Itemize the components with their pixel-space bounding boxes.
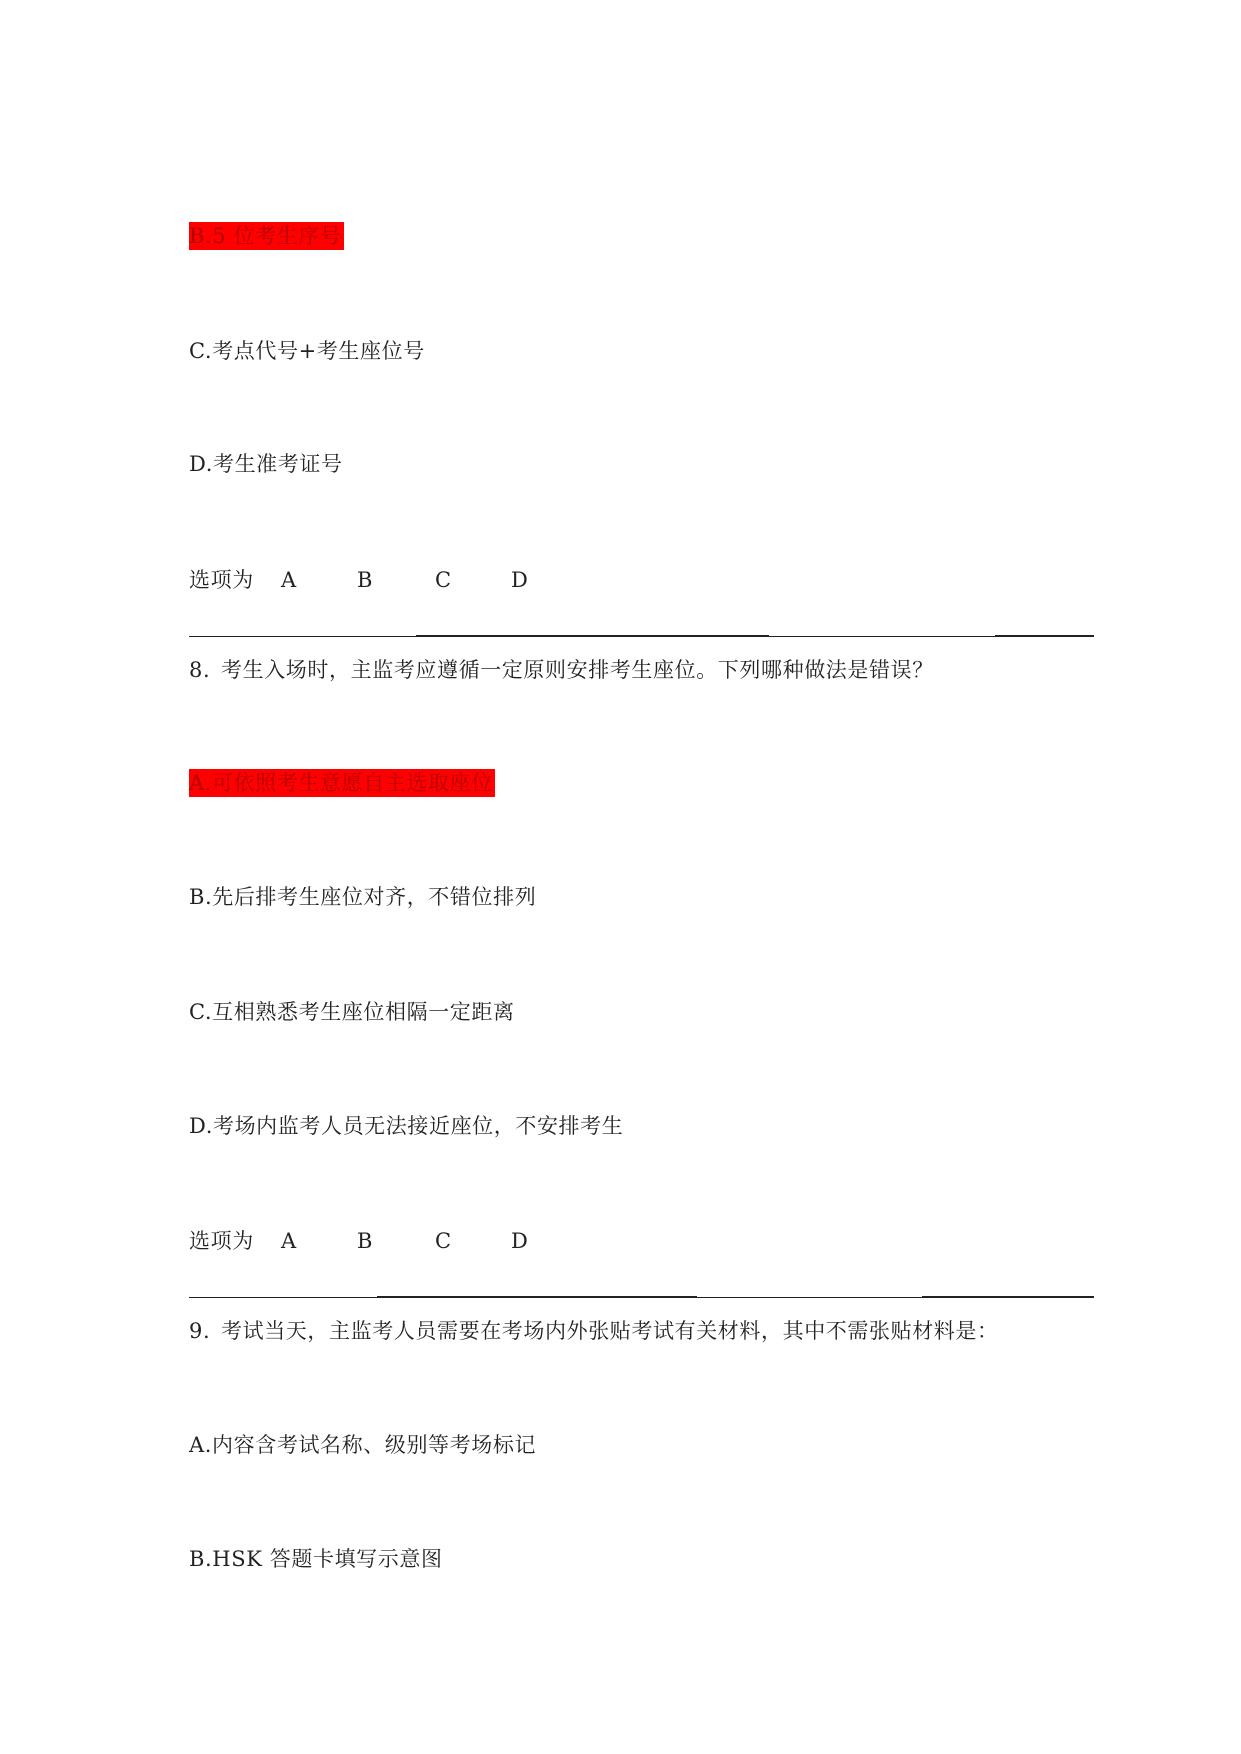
separator-rule <box>697 1297 922 1298</box>
answer-highlight: B.5 位考生序号 <box>189 224 342 248</box>
choice-a[interactable]: A <box>281 1229 297 1253</box>
question-number: 9. <box>189 1319 211 1343</box>
choice-b[interactable]: B <box>357 1229 374 1253</box>
answer-highlight: A.可依照考生意愿自主选取座位 <box>189 771 493 795</box>
q8-option-d: D.考场内监考人员无法接近座位，不安排考生 <box>189 1114 624 1138</box>
q7-choices-row <box>189 566 589 594</box>
choice-c[interactable]: C <box>435 1229 452 1253</box>
q8-option-b: B.先后排考生座位对齐，不错位排列 <box>189 885 537 909</box>
question-text: 考生入场时，主监考应遵循一定原则安排考生座位。下列哪种做法是错误？ <box>221 658 934 682</box>
q8-choices-row <box>189 1227 589 1255</box>
separator-rule <box>189 636 416 637</box>
separator-rule <box>995 635 1094 637</box>
separator-rule <box>416 635 769 637</box>
q7-option-d: D.考生准考证号 <box>189 452 343 476</box>
choices-label: 选项为 <box>189 568 254 592</box>
q7-option-b <box>189 222 344 250</box>
choices-label: 选项为 <box>189 1229 254 1253</box>
separator-rule <box>189 1297 377 1298</box>
q8-option-c: C.互相熟悉考生座位相隔一定距离 <box>189 1000 515 1024</box>
question-number: 8. <box>189 658 211 682</box>
separator-rule <box>922 1296 1094 1298</box>
q9-stem <box>189 1317 999 1345</box>
q7-option-c: C.考点代号+考生座位号 <box>189 339 425 363</box>
choice-a[interactable]: A <box>281 568 297 592</box>
q9-option-a: A.内容含考试名称、级别等考场标记 <box>189 1433 537 1457</box>
choice-d[interactable]: D <box>511 568 529 592</box>
choice-b[interactable]: B <box>357 568 374 592</box>
choice-d[interactable]: D <box>511 1229 529 1253</box>
q8-stem <box>189 656 934 684</box>
q9-option-b: B.HSK 答题卡填写示意图 <box>189 1547 443 1571</box>
separator-rule <box>377 1296 697 1298</box>
separator-rule <box>769 636 995 637</box>
choice-c[interactable]: C <box>435 568 452 592</box>
q8-option-a <box>189 769 495 797</box>
question-text: 考试当天，主监考人员需要在考场内外张贴考试有关材料，其中不需张贴材料是： <box>221 1319 999 1343</box>
